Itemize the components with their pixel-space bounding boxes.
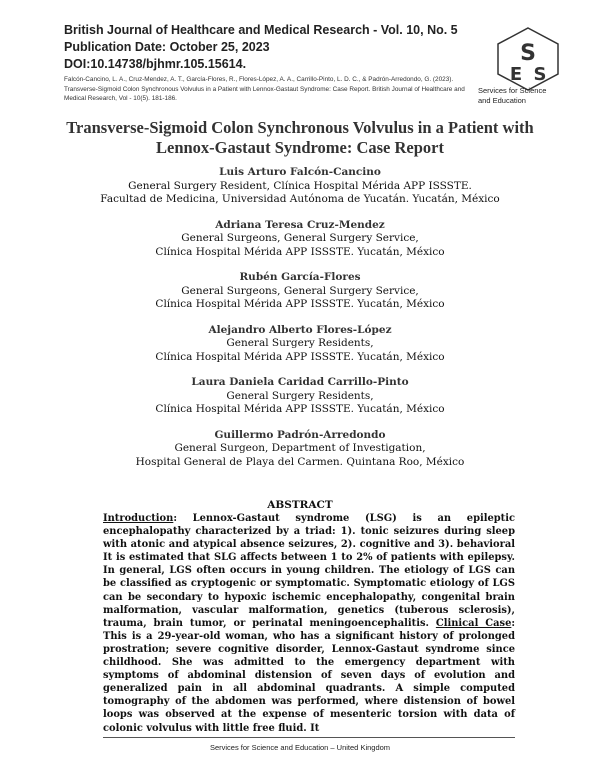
case-text: : This is a 29-year-old woman, who has a significant history of prolonged prostration; severe cognitive disorder, Lennox-Gastaut syndrome since childhood. She was admitted to the emergency department with symptoms of abdominal distension of seven days of evolution and generalized pain in all abdominal quadrants. A simple computed tomography of the abdomen was performed, where distension of bowel loops was observed at the expense of mesenteric torsion with data of colonic volvulus with little free fluid. It bbox=[103, 617, 516, 734]
footer-divider bbox=[103, 737, 515, 738]
author-name: Adriana Teresa Cruz-Mendez bbox=[215, 218, 385, 231]
author-block bbox=[40, 219, 560, 260]
author-affiliation: Clínica Hospital Mérida APP ISSSTE. Yucatán, México bbox=[155, 298, 445, 310]
intro-text: : Lennox-Gastaut syndrome (LSG) is an epileptic encephalopathy characterized by a triad: 1). tonic seizures during sleep with atonic and atypical absence seizures, 2). cognitive and 3). behavioral It is estimated that SLG affects between 1 to 2% of patients with epilepsy. In general, LGS often occurs in young children. The etiology of LGS can be classified as cryptogenic or symptomatic. Symptomatic etiology of LGS can be secondary to hypoxic ischemic encephalopathy, congenital brain malformation, vascular malformation, genetics (tuberous sclerosis), trauma, brain tumor, or perinatal meningoencephalitis. bbox=[103, 513, 515, 629]
citation: Falcón-Cancino, L. A., Cruz-Mendez, A. T., García-Flores, R., Flores-López, A. A., Carrillo-Pinto, L. D. C., & Padrón-Arredondo, G. (2023). Transverse-Sigmoid Colon Synchronous Volvulus in a Patient with Lennox-Gastaut Syndrome: Case Report. British Journal of Healthcare and Medical Research, Vol - 10(5). 181-186. bbox=[64, 76, 465, 102]
author-name: Alejandro Alberto Flores-López bbox=[208, 323, 392, 336]
abstract-body bbox=[103, 512, 515, 735]
journal-title: British Journal of Healthcare and Medical Research - Vol. 10, No. 5 bbox=[64, 23, 458, 37]
author-name: Luis Arturo Falcón-Cancino bbox=[219, 166, 381, 178]
doi[interactable]: DOI:10.14738/bjhmr.105.15614. bbox=[64, 57, 247, 71]
logo-caption bbox=[478, 86, 578, 106]
title-line2: Lennox-Gastaut Syndrome: Case Report bbox=[156, 138, 444, 157]
page-footer: Services for Science and Education – United Kingdom bbox=[209, 743, 391, 752]
svg-text:E: E bbox=[509, 64, 523, 85]
author-affiliation: Hospital General de Playa del Carmen. Quintana Roo, México bbox=[135, 455, 465, 468]
author-affiliation: General Surgery Resident, Clínica Hospital Mérida APP ISSSTE. bbox=[128, 179, 472, 192]
author-block bbox=[40, 376, 560, 417]
author-affiliation: General Surgeons, General Surgery Service, bbox=[181, 284, 419, 297]
logo-caption-line1: Services for Science bbox=[478, 86, 547, 95]
logo-caption-line2: and Education bbox=[478, 96, 526, 105]
publication-date: Publication Date: October 25, 2023 bbox=[64, 40, 270, 54]
author-affiliation: Clínica Hospital Mérida APP ISSSTE. Yucatán, México bbox=[155, 350, 445, 363]
journal-header bbox=[64, 22, 484, 104]
abstract-heading: ABSTRACT bbox=[267, 499, 333, 511]
author-block bbox=[40, 324, 560, 365]
author-name: Laura Daniela Caridad Carrillo-Pinto bbox=[191, 376, 409, 388]
author-affiliation: Clínica Hospital Mérida APP ISSSTE. Yucatán, México bbox=[155, 245, 445, 258]
title-line1: Transverse-Sigmoid Colon Synchronous Volvulus in a Patient with bbox=[66, 118, 534, 137]
author-name: Guillermo Padrón-Arredondo bbox=[214, 428, 386, 441]
author-affiliation: General Surgery Residents, bbox=[226, 389, 374, 402]
author-affiliation: Clínica Hospital Mérida APP ISSSTE. Yucatán, México bbox=[155, 403, 445, 415]
author-affiliation: General Surgeon, Department of Investigation, bbox=[174, 442, 426, 454]
author-affiliation: General Surgery Residents, bbox=[226, 337, 374, 349]
author-block bbox=[40, 271, 560, 312]
author-block bbox=[40, 166, 560, 207]
author-list bbox=[40, 166, 560, 481]
svg-text:S: S bbox=[533, 64, 547, 85]
author-affiliation: General Surgeons, General Surgery Service, bbox=[181, 232, 419, 244]
author-affiliation: Facultad de Medicina, Universidad Autónoma de Yucatán. Yucatán, México bbox=[100, 193, 500, 205]
author-name: Rubén García-Flores bbox=[239, 271, 361, 283]
paper-title bbox=[40, 118, 560, 158]
author-block bbox=[40, 429, 560, 470]
intro-label: Introduction bbox=[103, 513, 174, 524]
svg-text:S: S bbox=[520, 41, 536, 66]
case-label: Clinical Case bbox=[435, 617, 512, 629]
